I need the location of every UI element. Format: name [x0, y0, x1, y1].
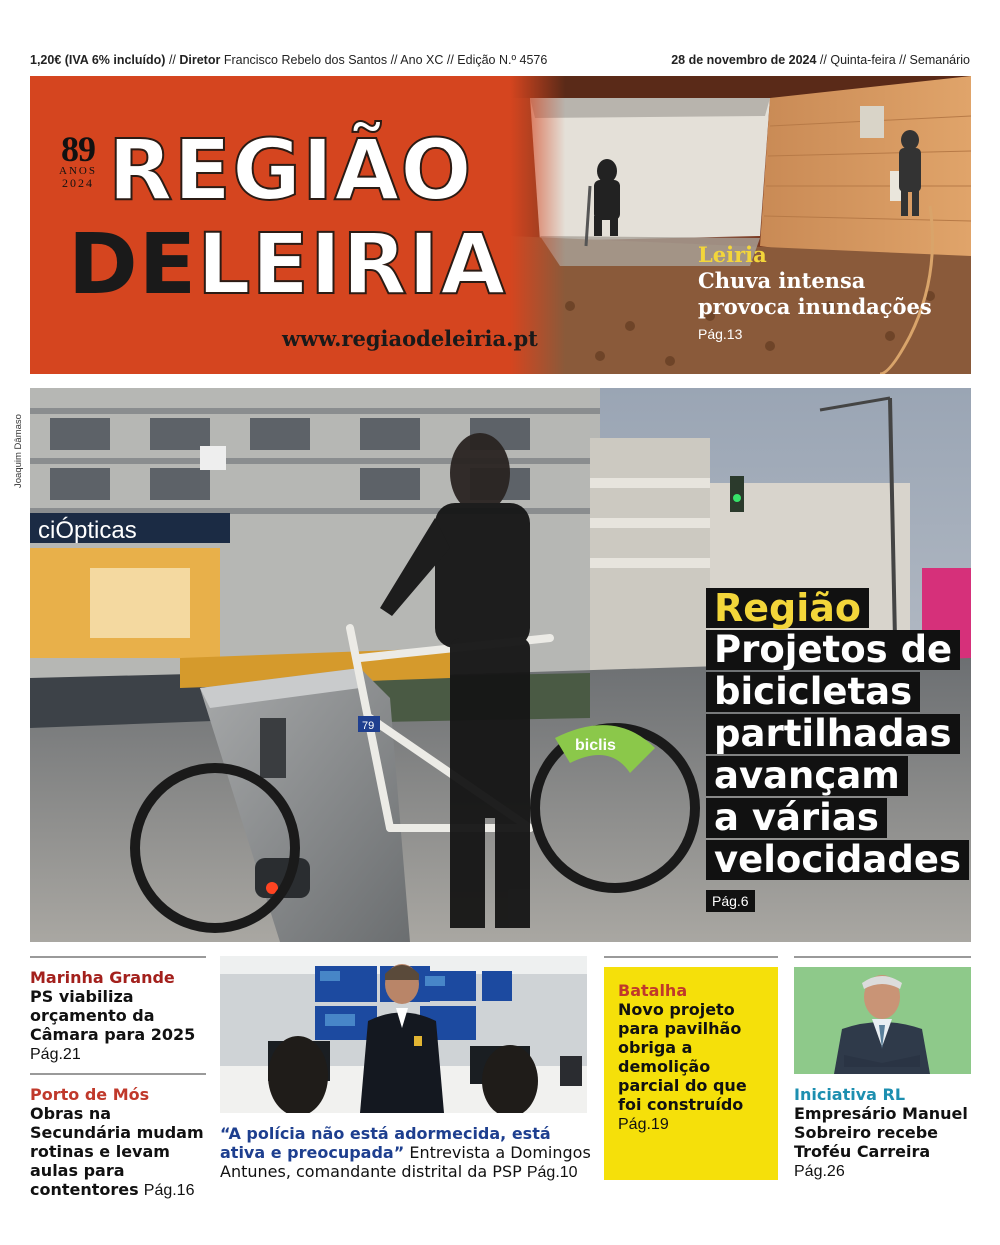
masthead-title-leiria: LEIRIA — [197, 215, 507, 313]
website-url[interactable]: www.regiaodeleiria.pt — [282, 326, 538, 351]
story-page: Pág.21 — [30, 1046, 81, 1063]
director-label: Diretor — [179, 53, 221, 67]
bike-brand-label: biclis — [575, 737, 616, 754]
story-page: Pág.26 — [794, 1163, 845, 1180]
masthead-title-regiao: REGIÃO — [108, 121, 473, 219]
issue-date: 28 de novembro de 2024 — [671, 53, 817, 67]
businessman-portrait[interactable] — [794, 967, 971, 1074]
bike-number: 79 — [362, 720, 375, 732]
story-marinha-grande[interactable] — [30, 968, 210, 1064]
story-psp-interview[interactable] — [220, 1124, 600, 1182]
story-iniciativa-rl[interactable] — [794, 1085, 974, 1181]
psp-commander-photo[interactable] — [220, 956, 587, 1113]
story-headline: Obras na Secundária mudam rotinas e levam aulas para contentores — [30, 1104, 204, 1199]
story-page: Pág.10 — [526, 1164, 578, 1181]
divider — [30, 1073, 206, 1075]
story-headline: Entrevista a Domingos Antunes, comandante distrital da PSP — [220, 1143, 591, 1181]
photo-credit-text: Joaquim Dâmaso — [13, 414, 24, 488]
story-headline: Empresário Manuel Sobreiro recebe Troféu Carreira — [794, 1104, 968, 1161]
divider — [604, 956, 778, 958]
masthead — [30, 76, 971, 374]
issue-weekday: // Quinta-feira // Semanário — [819, 53, 970, 67]
hero-headline — [706, 588, 969, 912]
date-line — [671, 53, 970, 67]
hero-headline-line: partilhadas — [706, 714, 960, 754]
divider — [794, 956, 971, 958]
hero-headline-line: bicicletas — [706, 672, 920, 712]
masthead-title-de: DE — [68, 215, 198, 313]
hero-kicker: Região — [706, 588, 869, 628]
masthead-story[interactable] — [698, 242, 932, 342]
masthead-story-headline-2: provoca inundações — [698, 294, 932, 319]
hero-headline-line: avançam — [706, 756, 908, 796]
story-headline: PS viabiliza orçamento da Câmara para 2025 — [30, 987, 196, 1044]
masthead-story-page: Pág.13 — [698, 326, 743, 342]
story-quote: “A polícia não está adormecida, está ativa e preocupada” — [220, 1124, 551, 1162]
price-info: 1,20€ (IVA 6% incluído) — [30, 53, 166, 67]
director-info: Francisco Rebelo dos Santos // Ano XC // Edição N.º 4576 — [223, 53, 548, 67]
story-porto-de-mos[interactable] — [30, 1085, 212, 1200]
anniversary-number: 89 — [61, 129, 95, 169]
masthead-title-de-leiria — [68, 215, 507, 313]
shop-sign: ciÓpticas — [38, 517, 137, 544]
story-page: Pág.19 — [618, 1116, 669, 1133]
photo-credit — [13, 388, 27, 488]
story-kicker: Iniciativa RL — [794, 1085, 906, 1104]
anniversary-year: 2024 — [62, 176, 94, 190]
hero-story[interactable] — [30, 388, 971, 942]
anniversary-badge — [48, 129, 108, 190]
divider — [30, 956, 206, 958]
story-kicker: Porto de Mós — [30, 1085, 150, 1104]
story-page: Pág.16 — [143, 1182, 195, 1199]
masthead-story-kicker: Leiria — [698, 242, 767, 267]
hero-headline-line: velocidades — [706, 840, 969, 880]
hero-headline-line: a várias — [706, 798, 887, 838]
hero-headline-line: Projetos de — [706, 630, 960, 670]
hero-page: Pág.6 — [706, 890, 755, 912]
anniversary-label: ANOS — [59, 165, 97, 177]
price-and-director: 1,20€ (IVA 6% incluído) // Diretor Francisco Rebelo dos Santos // Ano XC // Edição N.º 4576 — [30, 53, 548, 67]
story-batalha[interactable] — [604, 967, 778, 1180]
story-headline: Novo projeto para pavilhão obriga a demolição parcial do que foi construído — [618, 1000, 747, 1114]
masthead-story-headline-1: Chuva intensa — [698, 268, 866, 293]
story-kicker: Batalha — [618, 981, 688, 1000]
story-kicker: Marinha Grande — [30, 968, 175, 987]
